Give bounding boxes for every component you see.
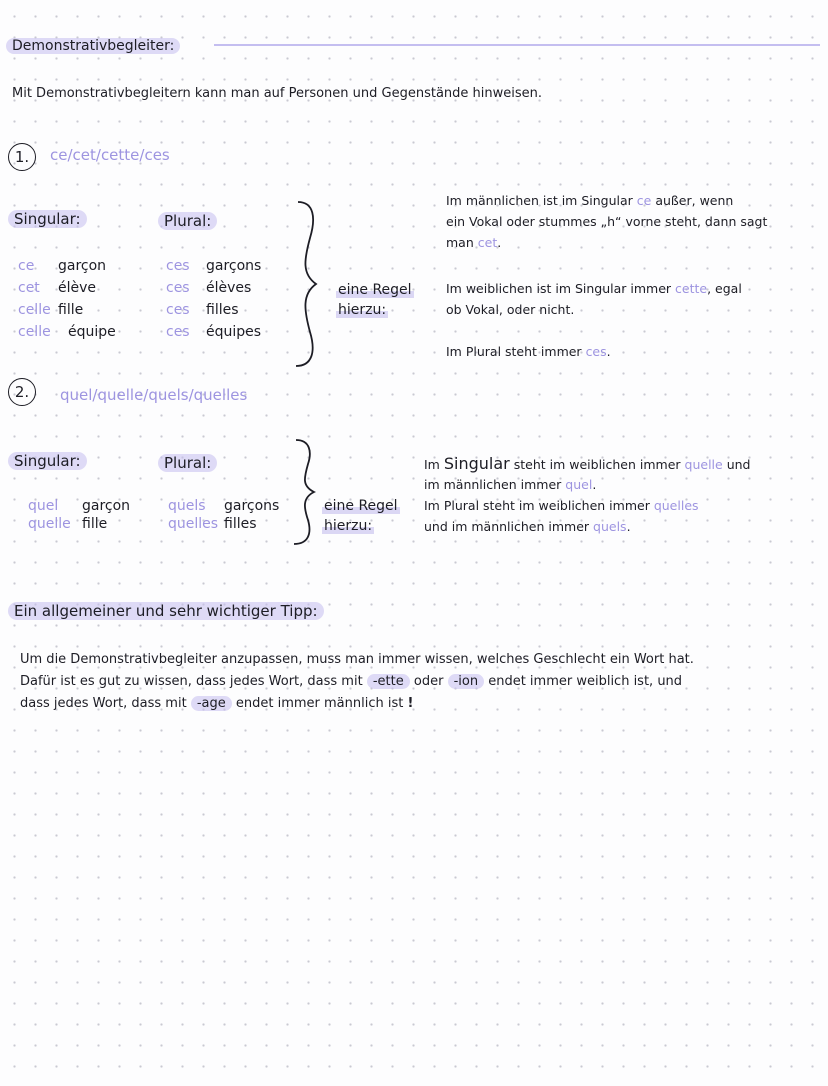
list-item: ces élèves: [166, 280, 252, 296]
tip-heading: Ein allgemeiner und sehr wichtiger Tipp:: [8, 602, 324, 620]
tip-line-1: Um die Demonstrativbegleiter anzupassen, muss man immer wissen, welches Geschlecht ein Wort hat.: [20, 652, 694, 667]
plural-label-2: Plural:: [158, 454, 217, 472]
note-plural: Im Plural steht immer ces.: [446, 344, 611, 359]
list-item: quels garçons: [168, 498, 280, 514]
tip-line-3: dass jedes Wort, dass mit -age endet immer männlich ist !: [20, 696, 414, 711]
list-item: quelle fille: [28, 516, 108, 532]
plural-label-1: Plural:: [158, 212, 217, 230]
section-2-forms: quel/quelle/quels/quelles: [60, 386, 248, 404]
curly-brace-icon: [280, 198, 330, 370]
rule-label-1: eine Regel hierzu:: [338, 282, 412, 318]
note-plural-quels: Im Plural steht im weiblichen immer quelles und im männlichen immer quels.: [424, 498, 699, 534]
list-item: cet élève: [18, 280, 97, 296]
list-item: ces équipes: [166, 324, 262, 340]
curly-brace-icon: [284, 436, 324, 548]
list-item: ce garçon: [18, 258, 107, 274]
section-1-forms: ce/cet/cette/ces: [50, 146, 170, 164]
list-item: ces filles: [166, 302, 239, 318]
rule-label-2: eine Regel hierzu:: [324, 498, 398, 534]
list-item: ces garçons: [166, 258, 262, 274]
note-masculine-singular: Im männlichen ist im Singular ce außer, wenn ein Vokal oder stummes „h“ vorne steht, dann sagt man cet.: [446, 193, 768, 250]
note-singular-quel: Im Singular steht im weiblichen immer quelle und im männlichen immer quel.: [424, 454, 751, 492]
page-title: Demonstrativbegleiter:: [6, 38, 180, 54]
list-item: quel garçon: [28, 498, 131, 514]
tip-line-2: Dafür ist es gut zu wissen, dass jedes Wort, dass mit -ette oder -ion endet immer weiblich ist, und: [20, 674, 683, 689]
list-item: quelles filles: [168, 516, 257, 532]
title-underline: [214, 44, 820, 46]
section-number-2: 2.: [8, 378, 36, 406]
section-number-1: 1.: [8, 143, 36, 171]
note-feminine-singular: Im weiblichen ist im Singular immer cette, egal ob Vokal, oder nicht.: [446, 281, 742, 317]
intro-text: Mit Demonstrativbegleitern kann man auf Personen und Gegenstände hinweisen.: [12, 86, 543, 101]
singular-label-1: Singular:: [8, 210, 87, 228]
list-item: celle fille: [18, 302, 84, 318]
list-item: celle équipe: [18, 324, 116, 340]
singular-label-2: Singular:: [8, 452, 87, 470]
